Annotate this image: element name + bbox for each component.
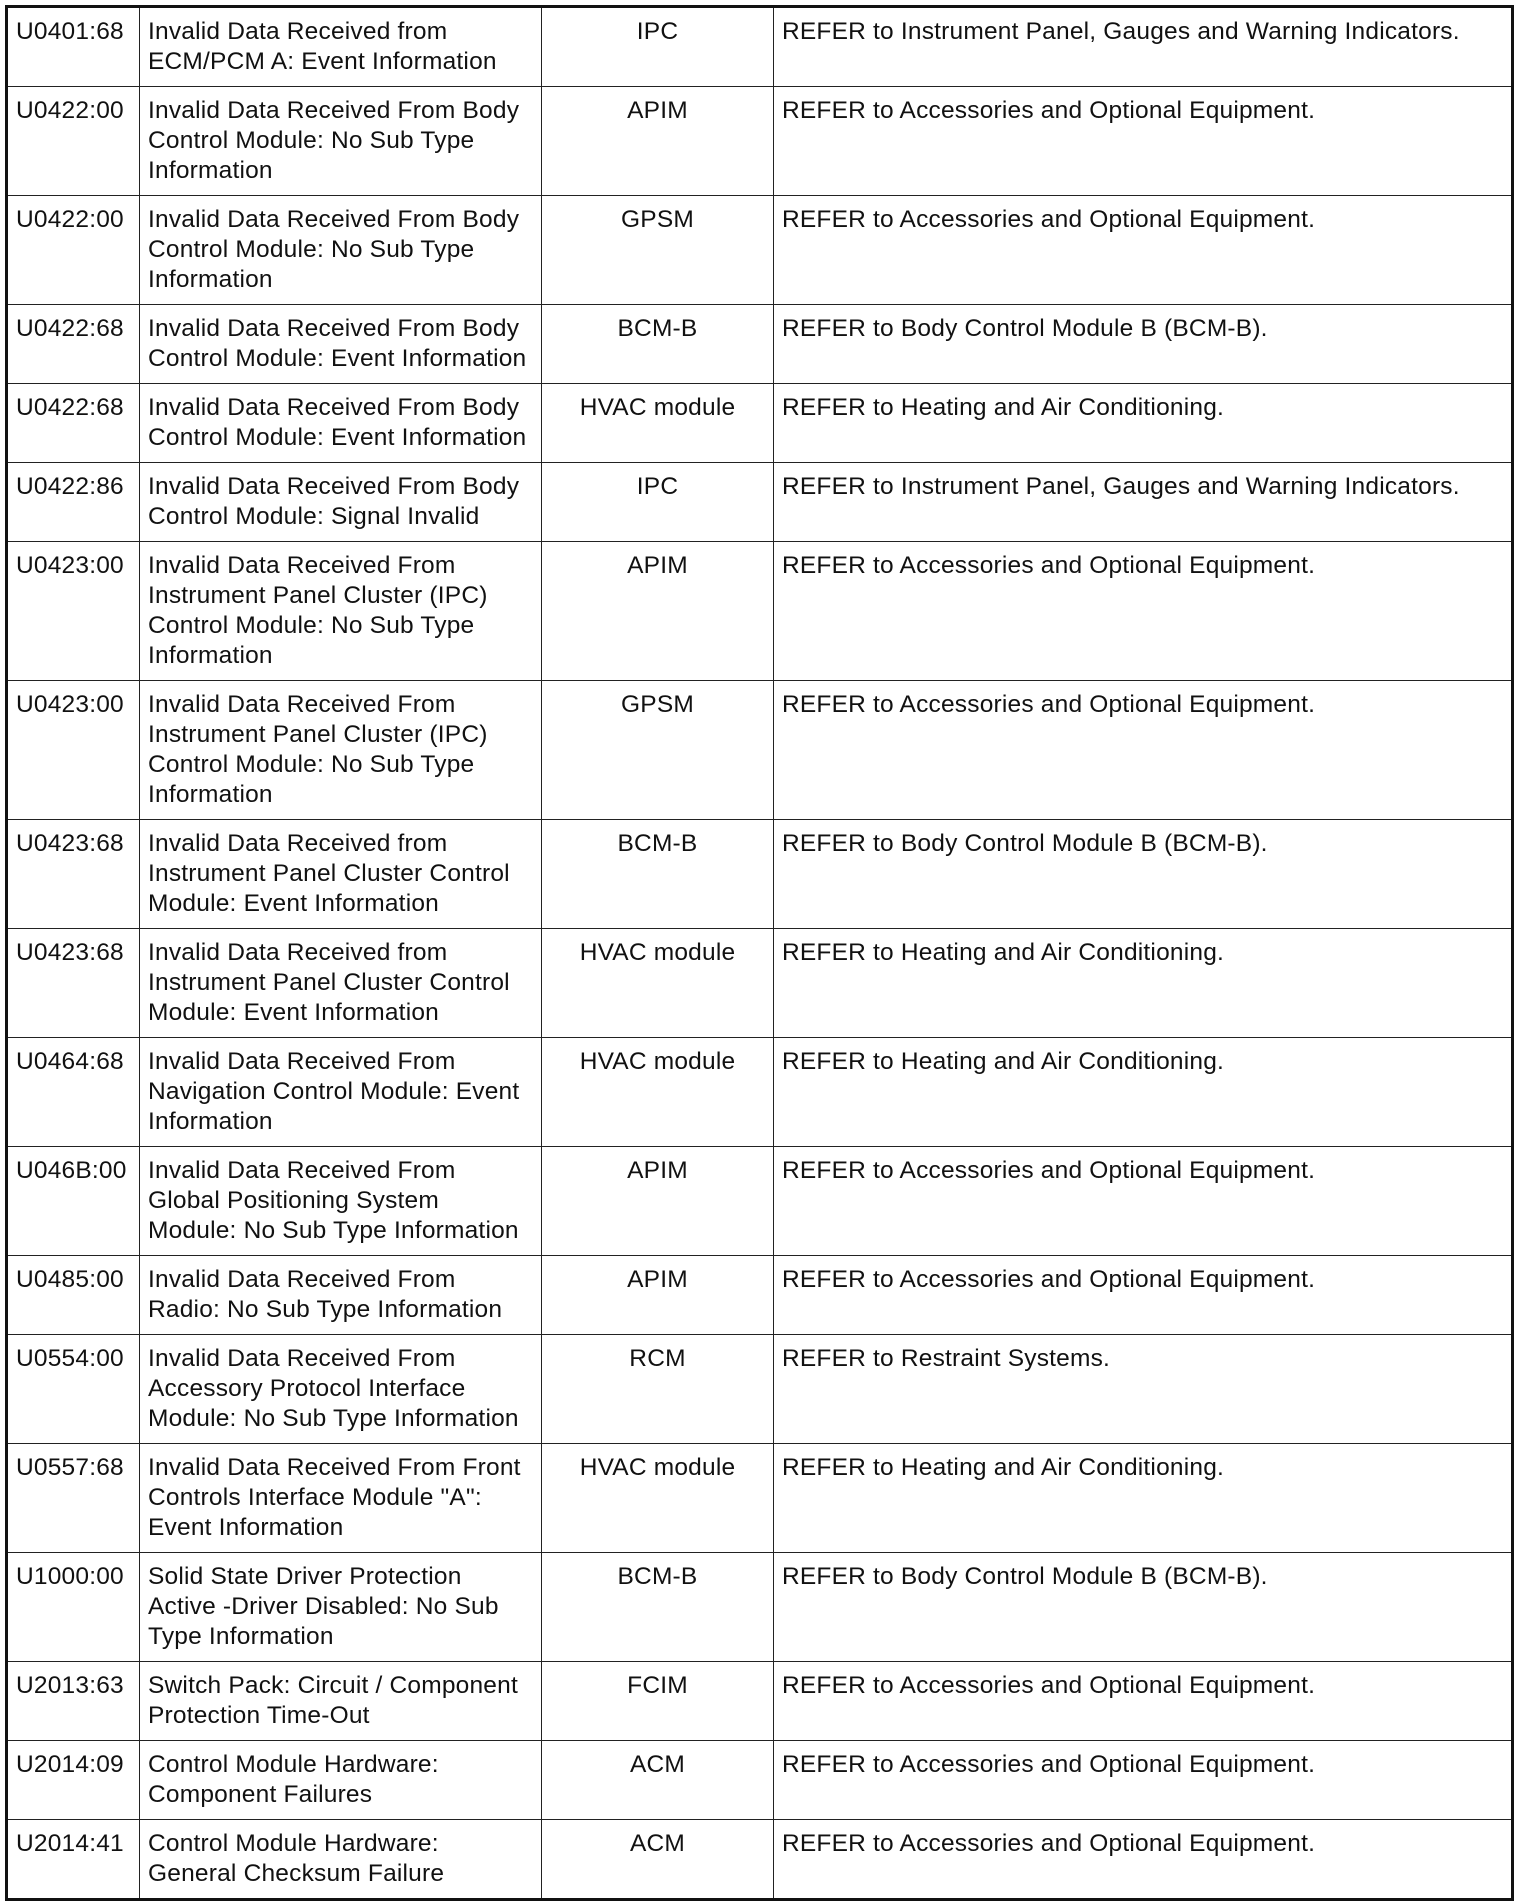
table-row <box>7 384 1513 463</box>
action-text: REFER to Heating and Air Conditioning. <box>774 384 1513 463</box>
dtc-description: Invalid Data Received From Instrument Panel Cluster (IPC) Control Module: No Sub Type Information <box>140 542 542 681</box>
dtc-code: U0485:00 <box>7 1256 140 1335</box>
module-name: APIM <box>542 1147 774 1256</box>
action-text: REFER to Restraint Systems. <box>774 1335 1513 1444</box>
table-row <box>7 1553 1513 1662</box>
dtc-code: U0422:00 <box>7 87 140 196</box>
action-text: REFER to Accessories and Optional Equipment. <box>774 1662 1513 1741</box>
dtc-table <box>5 5 1514 1901</box>
action-text: REFER to Accessories and Optional Equipment. <box>774 1741 1513 1820</box>
table-row <box>7 1662 1513 1741</box>
action-text: REFER to Accessories and Optional Equipment. <box>774 681 1513 820</box>
dtc-description: Invalid Data Received From Accessory Protocol Interface Module: No Sub Type Information <box>140 1335 542 1444</box>
dtc-code: U0554:00 <box>7 1335 140 1444</box>
module-name: HVAC module <box>542 1038 774 1147</box>
table-row <box>7 1444 1513 1553</box>
table-row <box>7 1038 1513 1147</box>
dtc-description: Invalid Data Received From Body Control Module: No Sub Type Information <box>140 196 542 305</box>
module-name: HVAC module <box>542 1444 774 1553</box>
action-text: REFER to Heating and Air Conditioning. <box>774 929 1513 1038</box>
module-name: ACM <box>542 1820 774 1900</box>
dtc-description: Invalid Data Received from Instrument Panel Cluster Control Module: Event Information <box>140 820 542 929</box>
dtc-code: U0422:68 <box>7 305 140 384</box>
dtc-code: U0422:00 <box>7 196 140 305</box>
dtc-code: U2014:09 <box>7 1741 140 1820</box>
action-text: REFER to Heating and Air Conditioning. <box>774 1444 1513 1553</box>
module-name: IPC <box>542 7 774 87</box>
action-text: REFER to Body Control Module B (BCM-B). <box>774 1553 1513 1662</box>
dtc-code: U1000:00 <box>7 1553 140 1662</box>
module-name: RCM <box>542 1335 774 1444</box>
dtc-code: U0401:68 <box>7 7 140 87</box>
dtc-description: Invalid Data Received From Front Controls Interface Module "A": Event Information <box>140 1444 542 1553</box>
dtc-code: U0422:86 <box>7 463 140 542</box>
dtc-code: U0422:68 <box>7 384 140 463</box>
dtc-code: U0423:00 <box>7 681 140 820</box>
dtc-table-page <box>5 5 1511 1901</box>
module-name: APIM <box>542 1256 774 1335</box>
module-name: GPSM <box>542 196 774 305</box>
dtc-description: Invalid Data Received From Body Control Module: Event Information <box>140 384 542 463</box>
table-row <box>7 1256 1513 1335</box>
dtc-description: Invalid Data Received From Global Positioning System Module: No Sub Type Information <box>140 1147 542 1256</box>
action-text: REFER to Body Control Module B (BCM-B). <box>774 305 1513 384</box>
module-name: FCIM <box>542 1662 774 1741</box>
action-text: REFER to Heating and Air Conditioning. <box>774 1038 1513 1147</box>
dtc-table-body <box>7 7 1513 1900</box>
module-name: IPC <box>542 463 774 542</box>
dtc-description: Invalid Data Received from ECM/PCM A: Event Information <box>140 7 542 87</box>
action-text: REFER to Accessories and Optional Equipment. <box>774 1147 1513 1256</box>
module-name: GPSM <box>542 681 774 820</box>
dtc-code: U0557:68 <box>7 1444 140 1553</box>
dtc-code: U0423:00 <box>7 542 140 681</box>
dtc-code: U046B:00 <box>7 1147 140 1256</box>
table-row <box>7 681 1513 820</box>
action-text: REFER to Instrument Panel, Gauges and Warning Indicators. <box>774 463 1513 542</box>
dtc-description: Invalid Data Received From Radio: No Sub Type Information <box>140 1256 542 1335</box>
module-name: APIM <box>542 542 774 681</box>
table-row <box>7 463 1513 542</box>
module-name: ACM <box>542 1741 774 1820</box>
action-text: REFER to Body Control Module B (BCM-B). <box>774 820 1513 929</box>
table-row <box>7 1147 1513 1256</box>
module-name: BCM-B <box>542 1553 774 1662</box>
table-row <box>7 929 1513 1038</box>
table-row <box>7 1335 1513 1444</box>
action-text: REFER to Accessories and Optional Equipment. <box>774 1820 1513 1900</box>
action-text: REFER to Accessories and Optional Equipment. <box>774 1256 1513 1335</box>
dtc-description: Invalid Data Received From Instrument Panel Cluster (IPC) Control Module: No Sub Type Information <box>140 681 542 820</box>
dtc-description: Invalid Data Received From Body Control Module: Event Information <box>140 305 542 384</box>
table-row <box>7 7 1513 87</box>
table-row <box>7 305 1513 384</box>
dtc-description: Invalid Data Received From Body Control Module: No Sub Type Information <box>140 87 542 196</box>
dtc-description: Invalid Data Received from Instrument Panel Cluster Control Module: Event Information <box>140 929 542 1038</box>
dtc-description: Control Module Hardware: General Checksum Failure <box>140 1820 542 1900</box>
dtc-code: U0423:68 <box>7 929 140 1038</box>
dtc-description: Invalid Data Received From Body Control Module: Signal Invalid <box>140 463 542 542</box>
action-text: REFER to Accessories and Optional Equipment. <box>774 542 1513 681</box>
table-row <box>7 87 1513 196</box>
table-row <box>7 820 1513 929</box>
module-name: HVAC module <box>542 384 774 463</box>
table-row <box>7 542 1513 681</box>
table-row <box>7 1741 1513 1820</box>
dtc-description: Solid State Driver Protection Active -Driver Disabled: No Sub Type Information <box>140 1553 542 1662</box>
module-name: BCM-B <box>542 305 774 384</box>
dtc-description: Control Module Hardware: Component Failures <box>140 1741 542 1820</box>
module-name: APIM <box>542 87 774 196</box>
dtc-code: U2014:41 <box>7 1820 140 1900</box>
action-text: REFER to Accessories and Optional Equipment. <box>774 196 1513 305</box>
table-row <box>7 1820 1513 1900</box>
dtc-code: U0423:68 <box>7 820 140 929</box>
action-text: REFER to Accessories and Optional Equipment. <box>774 87 1513 196</box>
dtc-code: U0464:68 <box>7 1038 140 1147</box>
table-row <box>7 196 1513 305</box>
dtc-description: Switch Pack: Circuit / Component Protection Time-Out <box>140 1662 542 1741</box>
action-text: REFER to Instrument Panel, Gauges and Warning Indicators. <box>774 7 1513 87</box>
dtc-description: Invalid Data Received From Navigation Control Module: Event Information <box>140 1038 542 1147</box>
dtc-code: U2013:63 <box>7 1662 140 1741</box>
module-name: HVAC module <box>542 929 774 1038</box>
module-name: BCM-B <box>542 820 774 929</box>
